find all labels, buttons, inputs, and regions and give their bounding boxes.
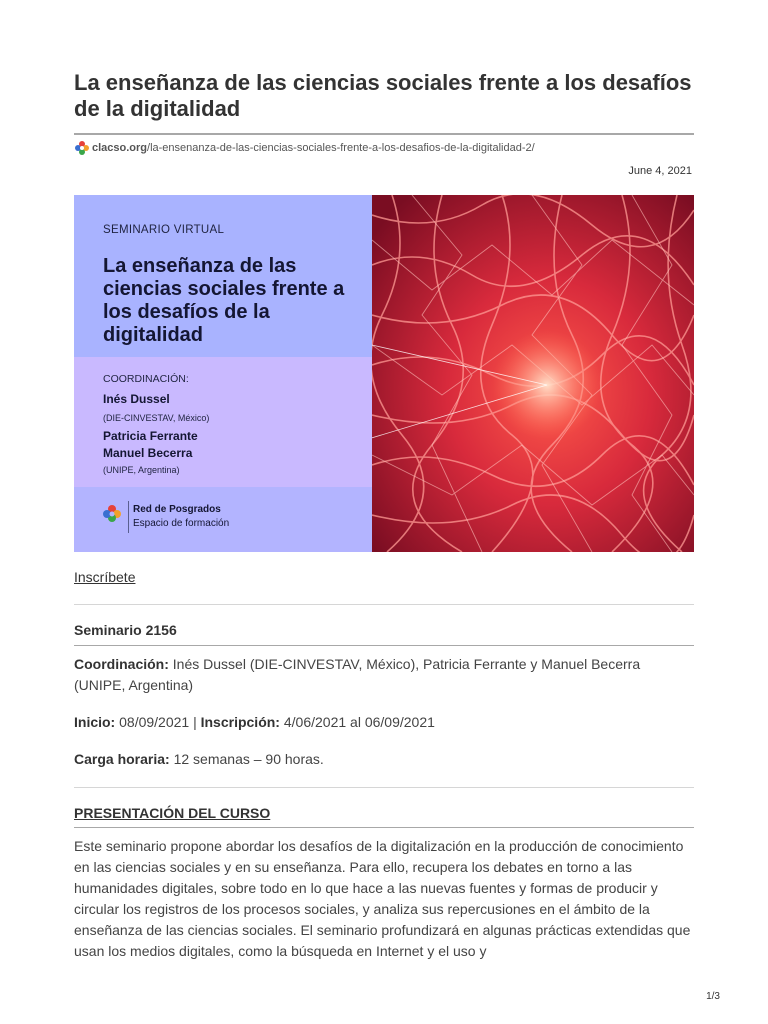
presentation-body: Este seminario propone abordar los desafíos de la digitalización en la producción de conocimiento en las ciencias sociales y en su enseñanza. Para ello, recupera los debates en torno a las humanidades digitales, sobre todo en lo que hace a las nuevas fuentes y formas de producir y circular los registros de los procesos sociales, y analiza sus repercusiones en el ámbito de la enseñanza de las ciencias sociales. El seminario profundizará en algunas prácticas extendidas que usan los medios digitales, como la búsqueda en Internet y el uso y bbox=[74, 838, 691, 959]
banner-text-panel bbox=[74, 195, 372, 552]
divider bbox=[74, 604, 694, 605]
banner-kicker: SEMINARIO VIRTUAL bbox=[103, 224, 225, 236]
start-label: Inicio: bbox=[74, 714, 116, 730]
banner-network-subtitle: Espacio de formación bbox=[133, 518, 230, 529]
banner-coordinator-name: Patricia Ferrante bbox=[103, 429, 198, 443]
registration-value: 4/06/2021 al 06/09/2021 bbox=[279, 714, 435, 730]
seminar-number: Seminario 2156 bbox=[74, 622, 177, 638]
workload-value: 12 semanas – 90 horas. bbox=[169, 751, 324, 767]
register-link[interactable]: Inscríbete bbox=[74, 569, 136, 585]
banner-coordinator-affiliation: (UNIPE, Argentina) bbox=[103, 465, 180, 475]
coordination-label: Coordinación: bbox=[74, 656, 169, 672]
workload-label: Carga horaria: bbox=[74, 751, 170, 767]
banner-title: La enseñanza de las ciencias sociales frente a los desafíos de la digitalidad bbox=[103, 255, 345, 346]
dates-paragraph bbox=[74, 712, 694, 733]
banner-network-graphic bbox=[372, 195, 694, 552]
coordination-paragraph bbox=[74, 654, 694, 696]
banner-network-title: Red de Posgrados bbox=[133, 504, 221, 515]
source-path[interactable]: /la-ensenanza-de-las-ciencias-sociales-frente-a-los-desafios-de-la-digitalidad-2/ bbox=[147, 142, 535, 154]
start-value: 08/09/2021 | bbox=[115, 714, 201, 730]
banner-coordinator-name: Manuel Becerra bbox=[103, 446, 193, 460]
coordination-value: Inés Dussel (DIE-CINVESTAV, México), Patricia Ferrante y Manuel Becerra (UNIPE, Argentina) bbox=[74, 656, 641, 693]
article-title: La enseñanza de las ciencias sociales frente a los desafíos de la digitalidad bbox=[74, 70, 692, 121]
title-divider bbox=[74, 133, 694, 135]
divider bbox=[74, 645, 694, 646]
clacso-logo-icon bbox=[74, 140, 90, 156]
registration-label: Inscripción: bbox=[200, 714, 280, 730]
seminar-banner-image bbox=[74, 195, 694, 552]
banner-coordinator-affiliation: (DIE-CINVESTAV, México) bbox=[103, 413, 210, 423]
publish-date: June 4, 2021 bbox=[628, 165, 692, 177]
section-heading: PRESENTACIÓN DEL CURSO bbox=[74, 805, 271, 821]
banner-divider bbox=[128, 501, 129, 533]
source-line[interactable] bbox=[74, 140, 535, 156]
divider bbox=[74, 787, 694, 788]
divider bbox=[74, 827, 694, 828]
banner-coordinator-name: Inés Dussel bbox=[103, 392, 170, 406]
source-domain[interactable]: clacso.org bbox=[92, 142, 148, 154]
page-number: 1/3 bbox=[706, 991, 720, 1002]
clacso-logo-icon bbox=[100, 503, 124, 527]
banner-coordination-label: COORDINACIÓN: bbox=[103, 373, 189, 385]
workload-paragraph bbox=[74, 749, 694, 770]
